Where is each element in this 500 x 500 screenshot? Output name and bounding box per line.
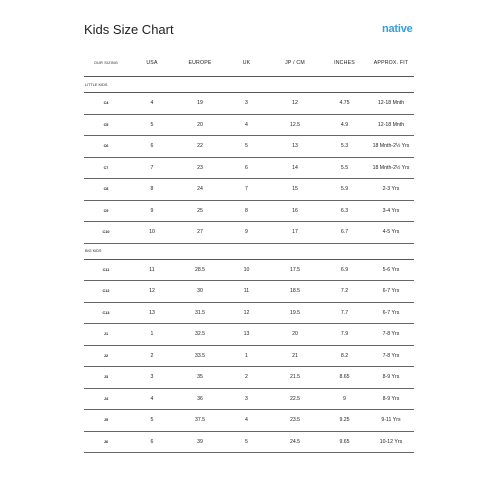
- size-cell: J3: [84, 367, 128, 389]
- table-cell: 5.3: [321, 136, 368, 158]
- column-header: OUR SIZING: [84, 50, 128, 77]
- table-cell: 13: [224, 324, 269, 346]
- table-cell: 24: [176, 179, 224, 201]
- table-cell: 8.65: [321, 367, 368, 389]
- table-cell: 27: [176, 222, 224, 244]
- table-cell: 7.7: [321, 302, 368, 324]
- table-cell: 12: [128, 281, 176, 303]
- table-row: [84, 259, 414, 281]
- table-cell: 35: [176, 367, 224, 389]
- table-cell: 2: [128, 345, 176, 367]
- table-cell: 7-8 Yrs: [368, 345, 414, 367]
- size-cell: C12: [84, 281, 128, 303]
- table-cell: 19.5: [269, 302, 321, 324]
- section-header-row: [84, 77, 414, 93]
- table-cell: 18.5: [269, 281, 321, 303]
- table-cell: 4: [128, 93, 176, 115]
- column-header: UK: [224, 50, 269, 77]
- table-cell: 6-7 Yrs: [368, 302, 414, 324]
- table-cell: 4: [128, 388, 176, 410]
- table-cell: 12-18 Mnth: [368, 114, 414, 136]
- table-row: [84, 431, 414, 453]
- table-cell: 5.5: [321, 157, 368, 179]
- table-cell: 21: [269, 345, 321, 367]
- table-cell: 9: [128, 200, 176, 222]
- table-cell: 7: [128, 157, 176, 179]
- table-cell: 12: [224, 302, 269, 324]
- table-row: [84, 114, 414, 136]
- table-cell: 9.65: [321, 431, 368, 453]
- table-row: [84, 302, 414, 324]
- table-cell: 9: [321, 388, 368, 410]
- size-cell: C11: [84, 259, 128, 281]
- page-title: Kids Size Chart: [84, 22, 174, 37]
- table-cell: 6: [128, 431, 176, 453]
- table-cell: 18 Mnth-2½ Yrs: [368, 136, 414, 158]
- table-cell: 25: [176, 200, 224, 222]
- table-cell: 10: [224, 259, 269, 281]
- table-cell: 33.5: [176, 345, 224, 367]
- table-cell: 20: [176, 114, 224, 136]
- section-label: LITTLE KIDS: [84, 77, 414, 93]
- brand-logo: native: [382, 23, 413, 35]
- size-cell: C5: [84, 114, 128, 136]
- size-cell: J2: [84, 345, 128, 367]
- column-header: EUROPE: [176, 50, 224, 77]
- table-row: [84, 157, 414, 179]
- table-cell: 1: [128, 324, 176, 346]
- table-cell: 2-3 Yrs: [368, 179, 414, 201]
- column-header: APPROX. FIT: [368, 50, 414, 77]
- table-cell: 4.9: [321, 114, 368, 136]
- table-cell: 3: [224, 388, 269, 410]
- table-cell: 6: [224, 157, 269, 179]
- size-cell: C7: [84, 157, 128, 179]
- size-cell: J4: [84, 388, 128, 410]
- table-row: [84, 281, 414, 303]
- table-cell: 9.25: [321, 410, 368, 432]
- table-cell: 3: [128, 367, 176, 389]
- table-cell: 11: [224, 281, 269, 303]
- table-cell: 22: [176, 136, 224, 158]
- table-row: [84, 222, 414, 244]
- table-cell: 3-4 Yrs: [368, 200, 414, 222]
- table-cell: 13: [128, 302, 176, 324]
- table-cell: 20: [269, 324, 321, 346]
- column-header: JP / CM: [269, 50, 321, 77]
- column-header: INCHES: [321, 50, 368, 77]
- table-cell: 7.9: [321, 324, 368, 346]
- table-cell: 7: [224, 179, 269, 201]
- table-cell: 23.5: [269, 410, 321, 432]
- table-row: [84, 200, 414, 222]
- table-cell: 6: [128, 136, 176, 158]
- table-cell: 6.9: [321, 259, 368, 281]
- size-cell: C13: [84, 302, 128, 324]
- table-row: [84, 136, 414, 158]
- section-header-row: [84, 243, 414, 259]
- table-body: [84, 77, 414, 453]
- table-cell: 31.5: [176, 302, 224, 324]
- table-cell: 5: [128, 114, 176, 136]
- table-cell: 8: [224, 200, 269, 222]
- table-cell: 12: [269, 93, 321, 115]
- table-cell: 5-6 Yrs: [368, 259, 414, 281]
- table-cell: 32.5: [176, 324, 224, 346]
- table-cell: 4.75: [321, 93, 368, 115]
- table-cell: 6.7: [321, 222, 368, 244]
- table-row: [84, 388, 414, 410]
- table-cell: 11: [128, 259, 176, 281]
- table-cell: 21.5: [269, 367, 321, 389]
- size-cell: J5: [84, 410, 128, 432]
- table-cell: 8.2: [321, 345, 368, 367]
- table-cell: 2: [224, 367, 269, 389]
- table-cell: 18 Mnth-2½ Yrs: [368, 157, 414, 179]
- size-chart-table: [84, 50, 414, 453]
- table-cell: 12-18 Mnth: [368, 93, 414, 115]
- table-cell: 6.3: [321, 200, 368, 222]
- table-cell: 36: [176, 388, 224, 410]
- table-cell: 8-9 Yrs: [368, 388, 414, 410]
- size-cell: J1: [84, 324, 128, 346]
- size-cell: C6: [84, 136, 128, 158]
- table-cell: 22.5: [269, 388, 321, 410]
- table-cell: 17: [269, 222, 321, 244]
- table-cell: 9: [224, 222, 269, 244]
- table-cell: 37.5: [176, 410, 224, 432]
- table-cell: 5.9: [321, 179, 368, 201]
- size-cell: C10: [84, 222, 128, 244]
- table-cell: 3: [224, 93, 269, 115]
- size-cell: C4: [84, 93, 128, 115]
- table-cell: 30: [176, 281, 224, 303]
- table-cell: 7.2: [321, 281, 368, 303]
- table-row: [84, 179, 414, 201]
- table-cell: 23: [176, 157, 224, 179]
- table-row: [84, 345, 414, 367]
- table-row: [84, 367, 414, 389]
- table-cell: 17.5: [269, 259, 321, 281]
- table-header-row: [84, 50, 414, 77]
- table-cell: 39: [176, 431, 224, 453]
- table-cell: 10-12 Yrs: [368, 431, 414, 453]
- size-cell: J6: [84, 431, 128, 453]
- table-cell: 8-9 Yrs: [368, 367, 414, 389]
- table-cell: 8: [128, 179, 176, 201]
- table-cell: 5: [224, 431, 269, 453]
- table-cell: 1: [224, 345, 269, 367]
- table-cell: 4: [224, 410, 269, 432]
- table-cell: 28.5: [176, 259, 224, 281]
- table-cell: 4-5 Yrs: [368, 222, 414, 244]
- size-cell: C9: [84, 200, 128, 222]
- table-cell: 9-11 Yrs: [368, 410, 414, 432]
- table-row: [84, 324, 414, 346]
- size-cell: C8: [84, 179, 128, 201]
- table-cell: 13: [269, 136, 321, 158]
- column-header: USA: [128, 50, 176, 77]
- table-cell: 16: [269, 200, 321, 222]
- table-cell: 7-8 Yrs: [368, 324, 414, 346]
- table-row: [84, 410, 414, 432]
- table-cell: 5: [128, 410, 176, 432]
- table-cell: 10: [128, 222, 176, 244]
- table-row: [84, 93, 414, 115]
- table-cell: 5: [224, 136, 269, 158]
- table-cell: 15: [269, 179, 321, 201]
- table-cell: 6-7 Yrs: [368, 281, 414, 303]
- table-cell: 19: [176, 93, 224, 115]
- table-cell: 24.5: [269, 431, 321, 453]
- table-cell: 4: [224, 114, 269, 136]
- table-cell: 12.5: [269, 114, 321, 136]
- table-cell: 14: [269, 157, 321, 179]
- section-label: BIG KIDS: [84, 243, 414, 259]
